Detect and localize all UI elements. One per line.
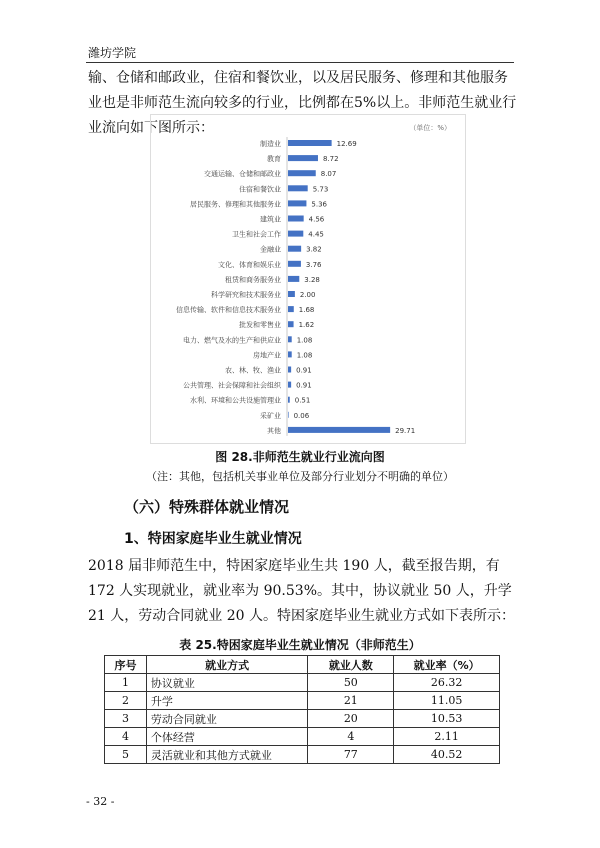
chart-category-label: 住宿和餐饮业 — [239, 185, 281, 194]
document-header: 潍坊学院 — [88, 46, 137, 60]
cell-index: 3 — [105, 710, 147, 728]
industry-chart — [150, 114, 466, 444]
cell-method: 个体经营 — [146, 728, 308, 746]
chart-bar — [288, 261, 301, 267]
chart-category-label: 教育 — [267, 155, 281, 164]
chart-bar — [288, 397, 290, 403]
chart-bar — [288, 246, 301, 252]
table-row — [105, 710, 500, 728]
chart-bar — [288, 231, 303, 237]
table-header-row — [105, 656, 500, 674]
chart-data-label: 12.69 — [336, 140, 357, 148]
cell-count: 21 — [308, 692, 394, 710]
cell-index: 5 — [105, 746, 147, 764]
chart-bar — [288, 155, 318, 161]
header-method: 就业方式 — [146, 656, 308, 674]
chart-bar — [288, 427, 390, 433]
chart-bar — [288, 170, 316, 176]
chart-category-label: 居民服务、修理和其他服务业 — [190, 200, 281, 209]
chart-category-label: 农、林、牧、渔业 — [225, 366, 281, 375]
chart-bar — [288, 351, 292, 357]
chart-category-label: 交通运输、仓储和邮政业 — [204, 170, 281, 179]
chart-data-label: 29.71 — [395, 426, 416, 435]
chart-data-label: 1.08 — [296, 351, 313, 360]
poverty-paragraph: 2018 届非师范生中，特困家庭毕业生共 190 人，截至报告期，有 172 人实现就业，就业率为 90.53%。其中，协议就业 50 人，升学 21 人，劳动合同就业 20 人。特困家庭毕业生就业方式如下表所示： — [88, 558, 515, 624]
chart-category-label: 卫生和社会工作 — [232, 230, 281, 239]
table-row — [105, 692, 500, 710]
chart-data-label: 4.56 — [308, 215, 325, 224]
cell-rate: 40.52 — [394, 746, 500, 764]
table-row — [105, 746, 500, 764]
chart-bar — [288, 367, 291, 373]
chart-data-label: 1.08 — [296, 336, 313, 345]
employment-table — [104, 655, 500, 764]
chart-bar — [288, 185, 308, 191]
header-index: 序号 — [105, 656, 147, 674]
cell-method: 升学 — [146, 692, 308, 710]
chart-category-label: 科学研究和技术服务业 — [211, 291, 281, 299]
page-number: - 32 - — [86, 795, 115, 808]
chart-data-label: 0.51 — [294, 396, 311, 405]
chart-data-label: 3.76 — [305, 260, 322, 269]
chart-bar — [288, 306, 294, 312]
chart-category-label: 金融业 — [260, 245, 281, 254]
cell-rate: 26.32 — [394, 674, 500, 692]
chart-bar — [288, 140, 332, 146]
cell-method: 灵活就业和其他方式就业 — [146, 746, 308, 764]
chart-data-label: 2.00 — [299, 291, 316, 299]
chart-bar — [288, 276, 299, 282]
chart-category-label: 水利、环境和公共设施管理业 — [190, 396, 281, 405]
cell-method: 劳动合同就业 — [146, 710, 308, 728]
chart-data-label: 0.06 — [293, 411, 310, 420]
chart-bar — [288, 336, 292, 342]
chart-category-label: 其他 — [267, 426, 281, 435]
chart-category-label: 电力、燃气及水的生产和供应业 — [183, 336, 281, 345]
industry-bar-chart — [151, 115, 465, 443]
chart-category-label: 批发和零售业 — [239, 321, 281, 330]
section-heading: （六）特殊群体就业情况 — [124, 498, 290, 516]
table-caption: 表 25.特困家庭毕业生就业情况（非师范生） — [179, 638, 421, 652]
figure-note: （注：其他，包括机关事业单位及部分行业划分不明确的单位） — [146, 470, 454, 483]
cell-count: 77 — [308, 746, 394, 764]
chart-data-label: 3.82 — [306, 245, 322, 254]
chart-category-label: 建筑业 — [260, 215, 281, 224]
cell-rate: 2.11 — [394, 728, 500, 746]
chart-data-label: 1.62 — [298, 321, 315, 330]
cell-index: 1 — [105, 674, 147, 692]
chart-bar — [288, 216, 304, 222]
chart-data-label: 5.73 — [312, 185, 329, 194]
table-row — [105, 728, 500, 746]
chart-category-label: 制造业 — [260, 140, 281, 148]
chart-data-label: 3.28 — [304, 275, 320, 284]
chart-category-label: 采矿业 — [260, 411, 281, 420]
chart-bar — [288, 412, 289, 418]
chart-data-label: 4.45 — [308, 230, 324, 239]
figure-caption: 图 28.非师范生就业行业流向图 — [215, 450, 385, 464]
header-rule — [86, 62, 514, 63]
chart-data-label: 5.36 — [311, 200, 328, 209]
subsection-heading: 1、特困家庭毕业生就业情况 — [124, 531, 302, 547]
chart-bar — [288, 200, 306, 206]
cell-rate: 10.53 — [394, 710, 500, 728]
chart-data-label: 0.91 — [296, 366, 312, 375]
chart-data-label: 0.91 — [296, 381, 312, 390]
chart-category-label: 文化、体育和娱乐业 — [218, 260, 281, 269]
chart-bar — [288, 382, 291, 388]
cell-count: 20 — [308, 710, 394, 728]
chart-unit-label: （单位：%） — [409, 124, 451, 132]
table-row — [105, 674, 500, 692]
cell-method: 协议就业 — [146, 674, 308, 692]
chart-bar — [288, 321, 294, 327]
chart-category-label: 信息传输、软件和信息技术服务业 — [176, 306, 281, 315]
cell-rate: 11.05 — [394, 692, 500, 710]
chart-category-label: 租赁和商务服务业 — [225, 275, 281, 284]
cell-count: 4 — [308, 728, 394, 746]
header-count: 就业人数 — [308, 656, 394, 674]
chart-bar — [288, 291, 295, 297]
cell-index: 2 — [105, 692, 147, 710]
chart-data-label: 8.07 — [320, 170, 337, 179]
header-rate: 就业率（%） — [394, 656, 500, 674]
cell-index: 4 — [105, 728, 147, 746]
cell-count: 50 — [308, 674, 394, 692]
intro-paragraph: 输、仓储和邮政业，住宿和餐饮业，以及居民服务、修理和其他服务业也是非师范生流向较多的行业，比例都在5%以上。非师范生就业行业流向如下图所示： — [88, 70, 517, 136]
chart-category-label: 房地产业 — [253, 351, 281, 360]
chart-data-label: 1.68 — [298, 306, 315, 315]
chart-data-label: 8.72 — [322, 155, 339, 164]
chart-category-label: 公共管理、社会保障和社会组织 — [183, 381, 281, 390]
